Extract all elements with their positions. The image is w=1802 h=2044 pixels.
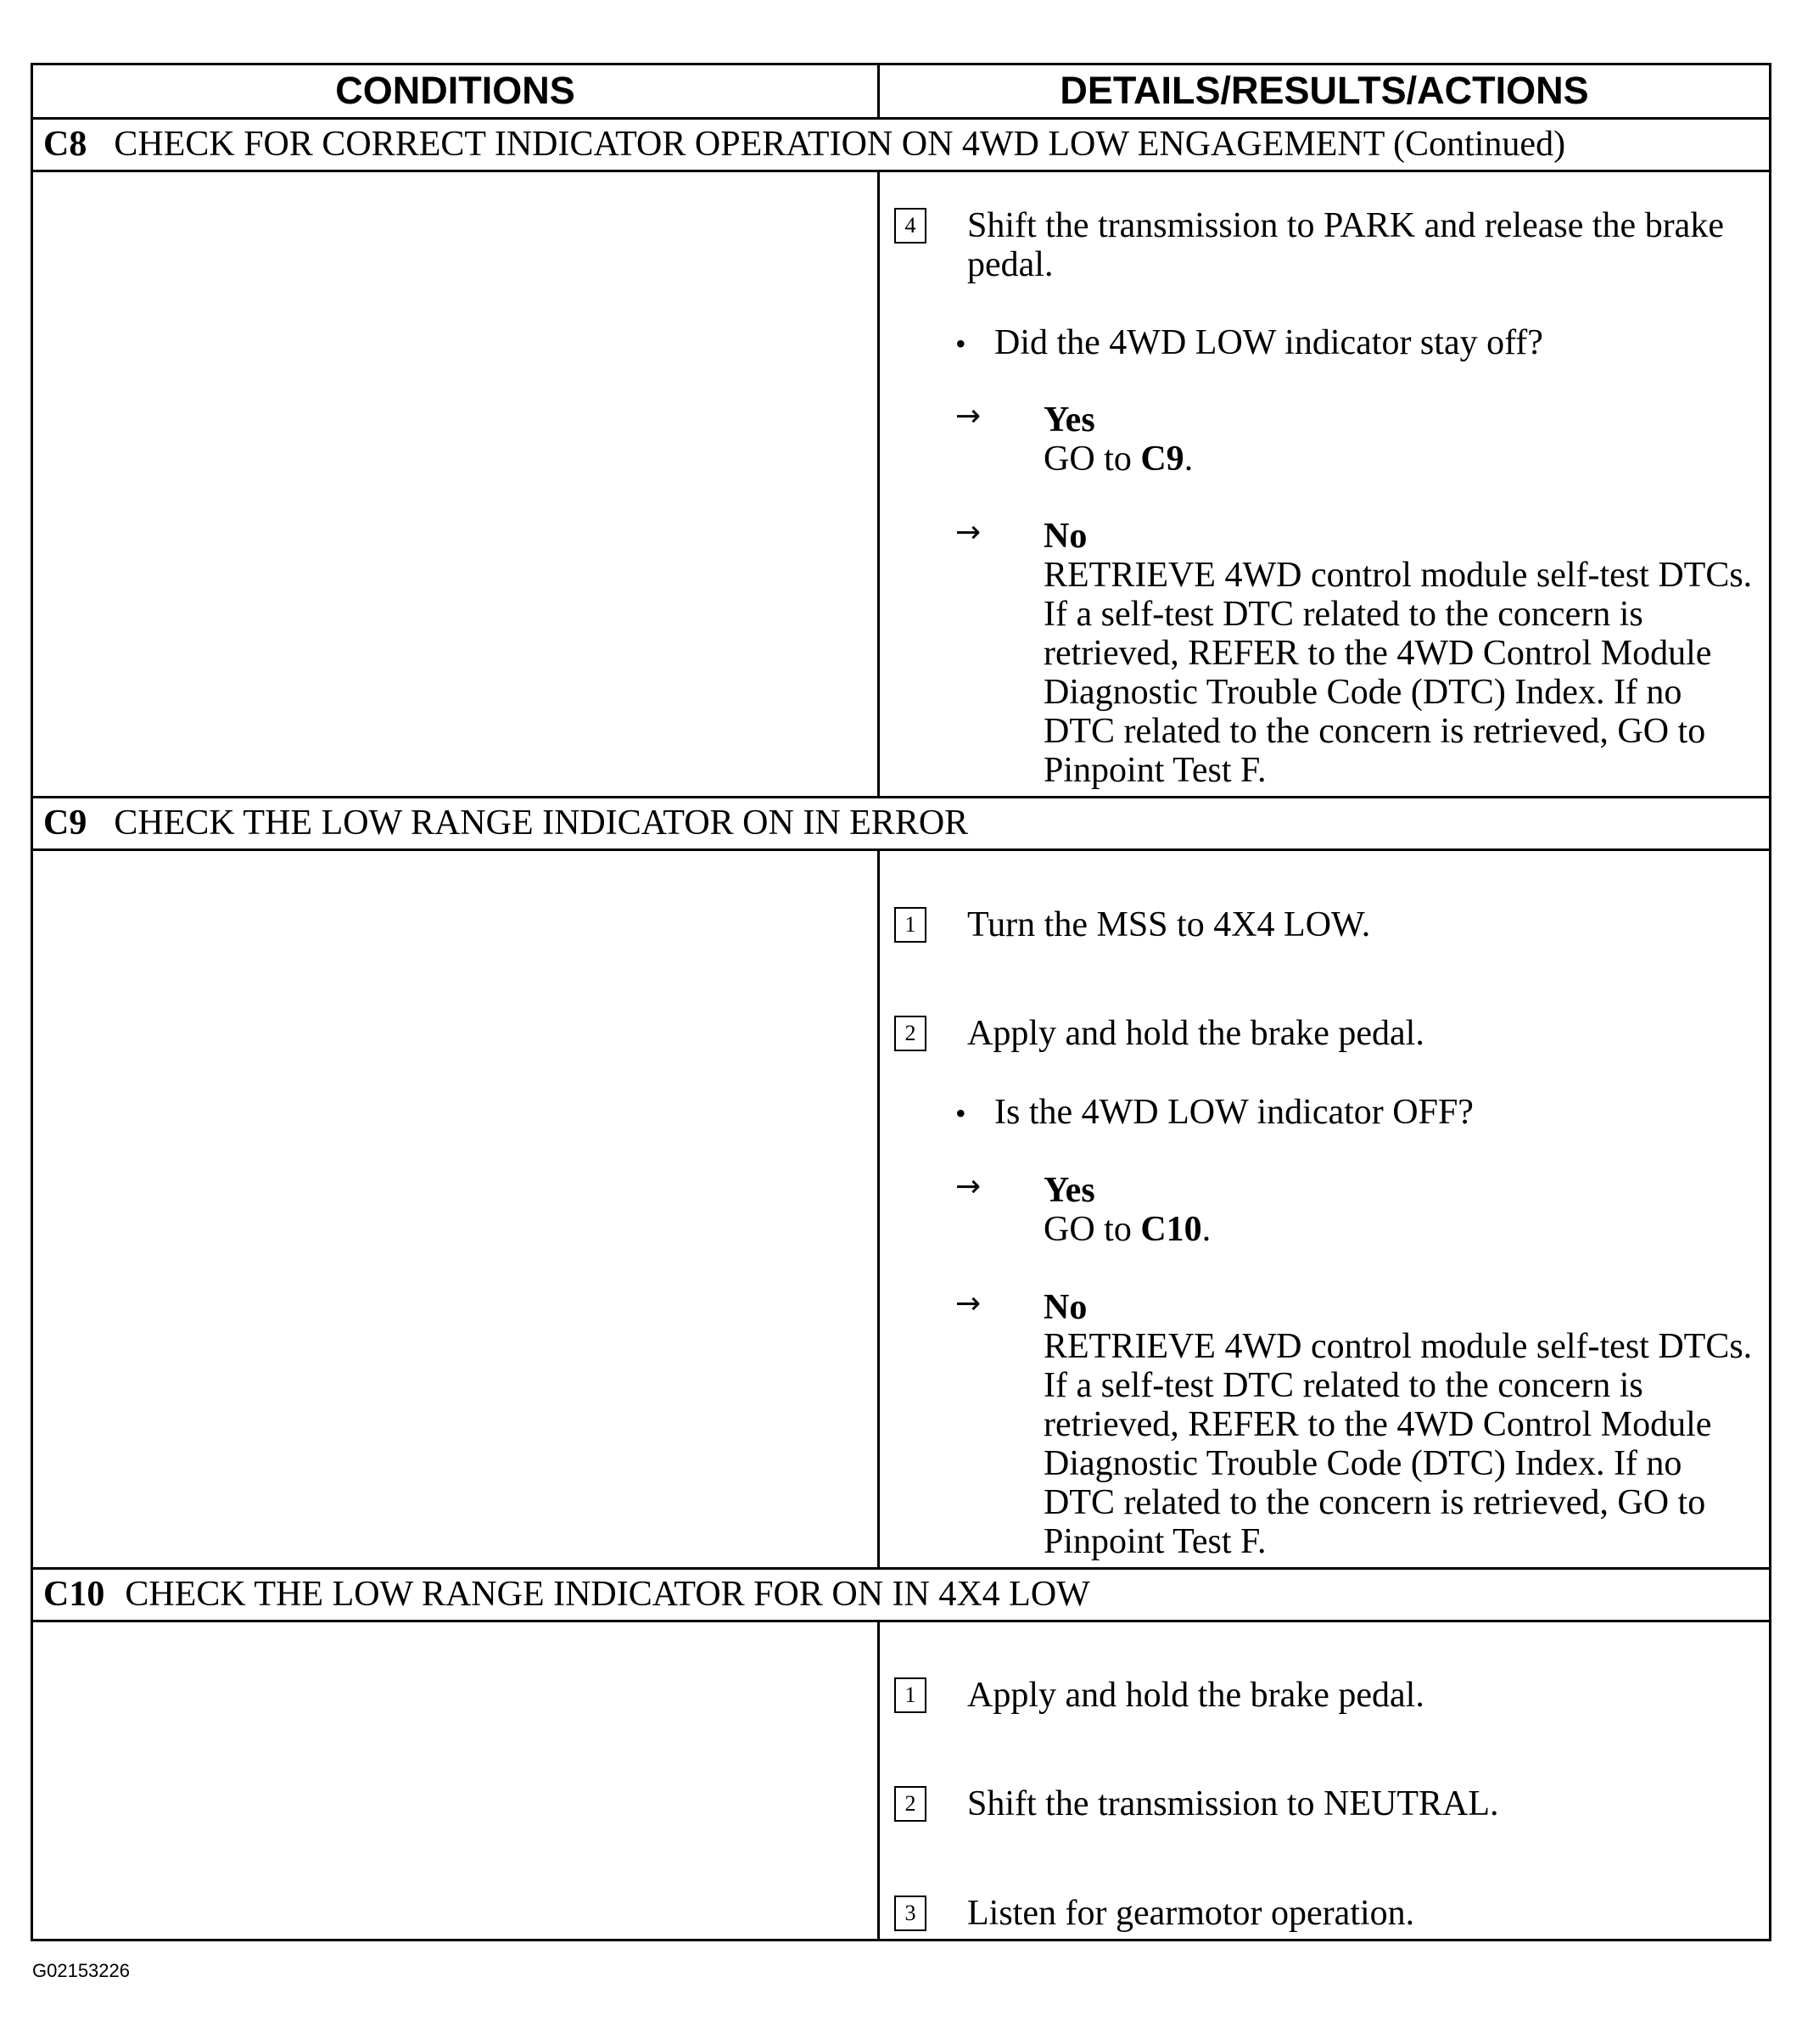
section-header-c9 bbox=[43, 798, 968, 848]
step-item bbox=[894, 1784, 1751, 1823]
column-divider bbox=[877, 170, 880, 798]
step-item bbox=[894, 1014, 1751, 1053]
result-target: C10 bbox=[1140, 1210, 1202, 1249]
result-yes bbox=[955, 400, 1753, 479]
section-header-c8 bbox=[43, 119, 1565, 170]
step-text: Apply and hold the brake pedal. bbox=[967, 1014, 1424, 1053]
result-text: RETRIEVE 4WD control module self-test DTCs. If a self-test DTC related to the concern is retrieved, REFER to the 4WD Control Module Diagnostic Trouble Code (DTC) Index. If no DTC related to the concern is retrieved, GO to Pinpoint Test F. bbox=[1044, 1327, 1753, 1561]
result-label: No bbox=[1044, 1288, 1088, 1327]
section-id: C10 bbox=[43, 1575, 105, 1614]
section-id: C9 bbox=[43, 804, 87, 843]
details-column-header: DETAILS/RESULTS/ACTIONS bbox=[1060, 69, 1589, 112]
figure-id-caption: G02153226 bbox=[32, 1960, 130, 1981]
bullet-icon: • bbox=[955, 1096, 966, 1130]
step-number: 4 bbox=[894, 208, 926, 244]
divider bbox=[33, 170, 1769, 172]
step-number: 1 bbox=[894, 1677, 926, 1713]
arrow-right-icon: → bbox=[955, 399, 982, 434]
result-action: GO to bbox=[1044, 1210, 1141, 1249]
result-no bbox=[955, 517, 1753, 790]
section-title: CHECK FOR CORRECT INDICATOR OPERATION ON 4WD LOW ENGAGEMENT (Continued) bbox=[114, 125, 1566, 164]
arrow-right-icon: → bbox=[955, 1169, 982, 1204]
step-number: 2 bbox=[894, 1786, 926, 1822]
section-id: C8 bbox=[43, 125, 87, 164]
result-text: RETRIEVE 4WD control module self-test DTCs. If a self-test DTC related to the concern is retrieved, REFER to the 4WD Control Module Diagnostic Trouble Code (DTC) Index. If no DTC related to the concern is retrieved, GO to Pinpoint Test F. bbox=[1044, 556, 1753, 790]
divider bbox=[33, 848, 1769, 851]
result-yes bbox=[955, 1171, 1753, 1249]
result-text bbox=[1044, 1210, 1753, 1249]
divider bbox=[33, 1620, 1769, 1622]
step-number: 1 bbox=[894, 907, 926, 943]
step-text: Listen for gearmotor operation. bbox=[967, 1894, 1415, 1933]
column-divider bbox=[877, 848, 880, 1569]
section-title: CHECK THE LOW RANGE INDICATOR FOR ON IN 4X4 LOW bbox=[125, 1575, 1090, 1614]
step-number: 3 bbox=[894, 1896, 926, 1931]
step-text: Turn the MSS to 4X4 LOW. bbox=[967, 905, 1371, 944]
result-no bbox=[955, 1288, 1753, 1561]
diagnostic-table bbox=[31, 63, 1771, 1941]
section-header-c10 bbox=[43, 1569, 1090, 1620]
result-text bbox=[1044, 440, 1753, 479]
bullet-icon: • bbox=[955, 327, 966, 361]
question bbox=[955, 1093, 1474, 1133]
step-item bbox=[894, 206, 1751, 284]
result-suffix: . bbox=[1184, 440, 1194, 479]
step-number: 2 bbox=[894, 1016, 926, 1051]
arrow-right-icon: → bbox=[955, 1286, 982, 1321]
question-text: Did the 4WD LOW indicator stay off? bbox=[994, 323, 1543, 362]
conditions-column-header: CONDITIONS bbox=[335, 69, 575, 112]
step-text: Shift the transmission to PARK and release the brake pedal. bbox=[967, 206, 1724, 284]
result-suffix: . bbox=[1201, 1210, 1212, 1249]
step-item bbox=[894, 905, 1751, 944]
result-label: Yes bbox=[1044, 400, 1095, 440]
question bbox=[955, 323, 1543, 363]
column-divider bbox=[877, 65, 880, 119]
section-title: CHECK THE LOW RANGE INDICATOR ON IN ERROR bbox=[114, 804, 969, 843]
arrow-right-icon: → bbox=[955, 515, 982, 550]
result-label: Yes bbox=[1044, 1171, 1095, 1210]
step-item bbox=[894, 1894, 1751, 1933]
result-label: No bbox=[1044, 517, 1088, 556]
result-target: C9 bbox=[1140, 440, 1184, 479]
question-text: Is the 4WD LOW indicator OFF? bbox=[994, 1093, 1474, 1132]
step-text: Apply and hold the brake pedal. bbox=[967, 1676, 1424, 1715]
step-item bbox=[894, 1676, 1751, 1715]
result-action: GO to bbox=[1044, 440, 1141, 479]
step-text: Shift the transmission to NEUTRAL. bbox=[967, 1784, 1499, 1823]
column-divider bbox=[877, 1620, 880, 1939]
